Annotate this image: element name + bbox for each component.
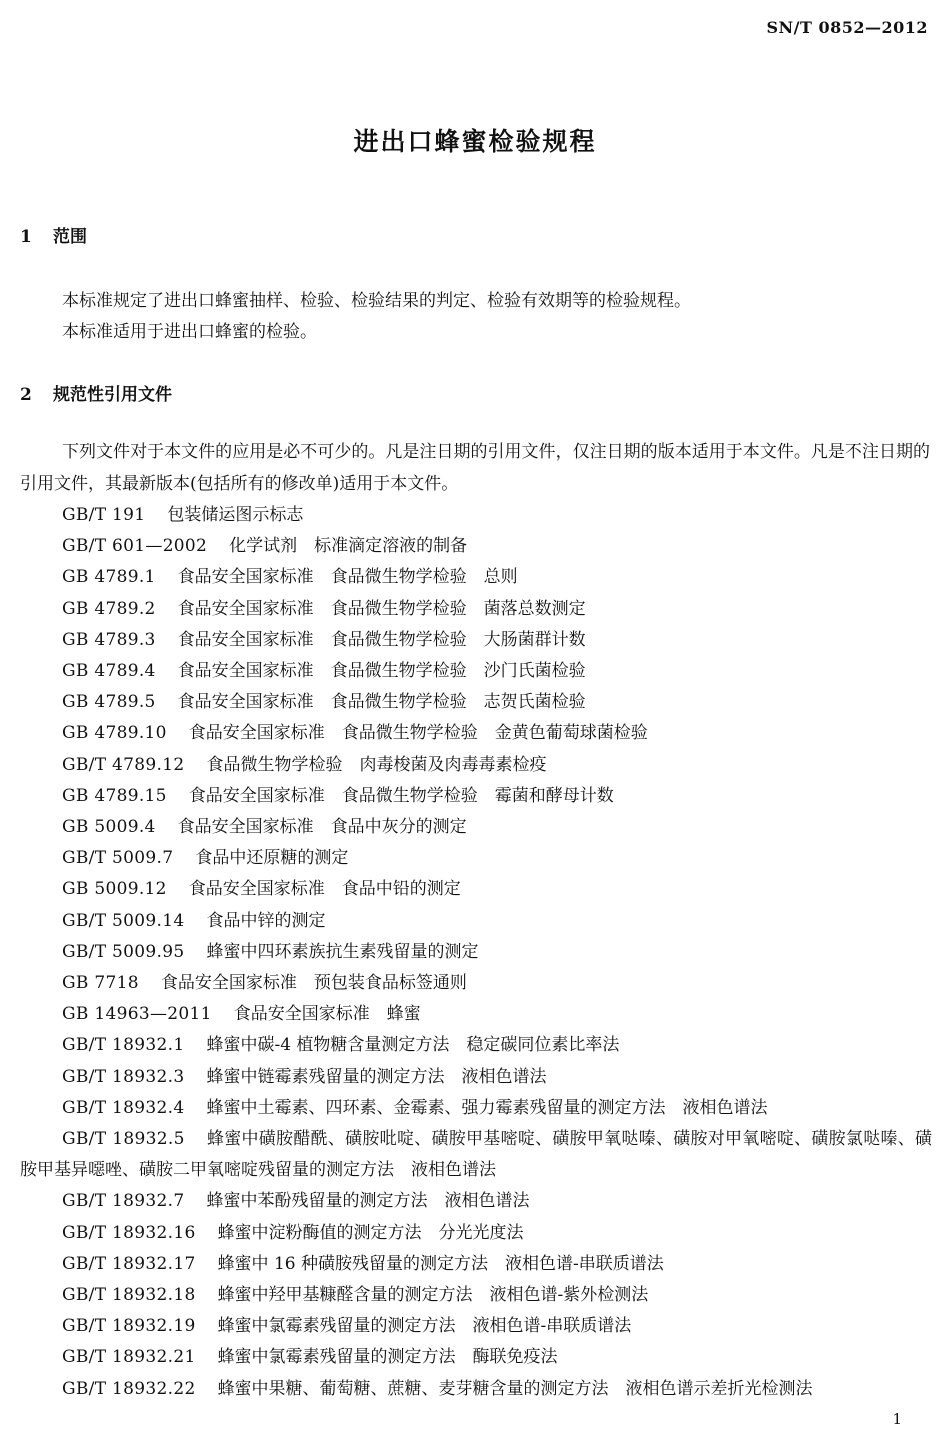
reference-title: 蜂蜜中淀粉酶值的测定方法 分光光度法 xyxy=(217,1222,524,1243)
scope-paragraph-2: 本标准适用于进出口蜂蜜的检验。 xyxy=(62,322,317,342)
scope-paragraph-1: 本标准规定了进出口蜂蜜抽样、检验、检验结果的判定、检验有效期等的检验规程。 xyxy=(62,291,691,311)
reference-code: GB 7718 xyxy=(62,973,139,994)
reference-title: 蜂蜜中羟甲基糠醛含量的测定方法 液相色谱-紫外检测法 xyxy=(217,1285,649,1306)
reference-code: GB 5009.12 xyxy=(62,879,167,900)
reference-item xyxy=(20,718,932,749)
reference-code: GB/T 601—2002 xyxy=(62,536,208,557)
reference-item xyxy=(20,1093,932,1124)
reference-item xyxy=(20,1030,932,1061)
reference-title: 化学试剂 标准滴定溶液的制备 xyxy=(229,536,468,557)
reference-title: 食品安全国家标准 食品微生物学检验 金黄色葡萄球菌检验 xyxy=(188,723,648,744)
reference-item xyxy=(20,1249,932,1280)
reference-title: 包装储运图示标志 xyxy=(167,505,304,525)
reference-item xyxy=(20,937,932,968)
reference-title: 食品中还原糖的测定 xyxy=(195,848,349,869)
reference-code: GB/T 18932.18 xyxy=(62,1285,196,1306)
reference-item xyxy=(20,1124,932,1186)
reference-title: 蜂蜜中磺胺醋酰、磺胺吡啶、磺胺甲基嘧啶、磺胺甲氧哒嗪、磺胺对甲氧嘧啶、磺胺氯哒嗪、磺胺甲基异噁唑、磺胺二甲氧嘧啶残留量的测定方法 液相色谱法 xyxy=(20,1129,932,1181)
reference-item xyxy=(20,656,932,687)
reference-item xyxy=(20,812,932,843)
reference-item xyxy=(20,781,932,812)
section-number: 2 xyxy=(20,385,32,405)
standard-code: SN/T 0852—2012 xyxy=(766,18,928,37)
reference-title: 食品安全国家标准 食品微生物学检验 总则 xyxy=(177,567,518,588)
reference-code: GB/T 18932.21 xyxy=(62,1347,196,1368)
reference-title: 蜂蜜中土霉素、四环素、金霉素、强力霉素残留量的测定方法 液相色谱法 xyxy=(206,1097,768,1118)
reference-item xyxy=(20,562,932,593)
reference-item xyxy=(20,1062,932,1093)
reference-title: 食品中锌的测定 xyxy=(206,910,326,931)
reference-item xyxy=(20,531,932,562)
section-heading-normative-references xyxy=(20,380,172,405)
reference-code: GB 4789.3 xyxy=(62,629,156,650)
section-title: 规范性引用文件 xyxy=(53,385,172,405)
section-title: 范围 xyxy=(53,227,87,247)
reference-code: GB/T 18932.16 xyxy=(62,1222,196,1243)
reference-title: 蜂蜜中 16 种磺胺残留量的测定方法 液相色谱-串联质谱法 xyxy=(217,1253,664,1274)
page-number: 1 xyxy=(892,1410,902,1428)
reference-code: GB/T 5009.14 xyxy=(62,910,185,931)
reference-title: 食品安全国家标准 食品微生物学检验 大肠菌群计数 xyxy=(177,629,586,650)
reference-title: 食品微生物学检验 肉毒梭菌及肉毒毒素检疫 xyxy=(206,754,547,775)
reference-item xyxy=(20,687,932,718)
reference-title: 食品安全国家标准 食品微生物学检验 志贺氏菌检验 xyxy=(177,692,586,713)
reference-code: GB 14963—2011 xyxy=(62,1004,212,1025)
reference-title: 蜂蜜中果糖、葡萄糖、蔗糖、麦芽糖含量的测定方法 液相色谱示差折光检测法 xyxy=(217,1378,813,1399)
reference-code: GB 4789.5 xyxy=(62,692,156,713)
reference-code: GB/T 18932.7 xyxy=(62,1191,185,1212)
reference-item xyxy=(20,999,932,1030)
reference-item xyxy=(20,1280,932,1311)
reference-item xyxy=(20,874,932,905)
reference-code: GB/T 18932.19 xyxy=(62,1316,196,1337)
reference-code: GB/T 5009.95 xyxy=(62,941,185,962)
reference-item xyxy=(20,1186,932,1217)
reference-code: GB/T 18932.5 xyxy=(62,1129,185,1150)
reference-code: GB 4789.2 xyxy=(62,598,156,619)
document-title: 进出口蜂蜜检验规程 xyxy=(353,127,597,156)
reference-title: 食品安全国家标准 食品微生物学检验 沙门氏菌检验 xyxy=(177,661,586,682)
reference-code: GB/T 18932.1 xyxy=(62,1035,185,1056)
reference-code: GB 4789.4 xyxy=(62,661,156,682)
reference-item xyxy=(20,1342,932,1373)
reference-code: GB/T 191 xyxy=(62,505,146,525)
section-number: 1 xyxy=(20,227,32,247)
reference-title: 蜂蜜中碳-4 植物糖含量测定方法 稳定碳同位素比率法 xyxy=(206,1035,620,1056)
reference-code: GB 4789.1 xyxy=(62,567,156,588)
reference-code: GB/T 18932.4 xyxy=(62,1097,185,1118)
references-intro-paragraph: 下列文件对于本文件的应用是必不可少的。凡是注日期的引用文件，仅注日期的版本适用于本文件。凡是不注日期的引用文件，其最新版本(包括所有的修改单)适用于本文件。 xyxy=(20,442,930,494)
reference-item xyxy=(20,968,932,999)
reference-item xyxy=(20,594,932,625)
reference-item xyxy=(20,750,932,781)
reference-title: 蜂蜜中氯霉素残留量的测定方法 酶联免疫法 xyxy=(217,1347,558,1368)
reference-code: GB/T 5009.7 xyxy=(62,848,174,869)
reference-title: 蜂蜜中链霉素残留量的测定方法 液相色谱法 xyxy=(206,1066,547,1087)
reference-item xyxy=(20,1218,932,1249)
reference-code: GB/T 18932.3 xyxy=(62,1066,185,1087)
reference-title: 食品安全国家标准 食品中灰分的测定 xyxy=(177,817,467,838)
reference-item xyxy=(20,625,932,656)
reference-title: 食品安全国家标准 食品中铅的测定 xyxy=(188,879,461,900)
reference-code: GB 4789.15 xyxy=(62,785,167,806)
reference-title: 食品安全国家标准 食品微生物学检验 菌落总数测定 xyxy=(177,598,586,619)
reference-title: 食品安全国家标准 食品微生物学检验 霉菌和酵母计数 xyxy=(188,785,614,806)
reference-title: 食品安全国家标准 预包装食品标签通则 xyxy=(160,973,467,994)
reference-code: GB/T 4789.12 xyxy=(62,754,185,775)
reference-code: GB/T 18932.22 xyxy=(62,1378,196,1399)
reference-item xyxy=(20,843,932,874)
reference-item xyxy=(20,906,932,937)
reference-item xyxy=(20,1374,932,1405)
reference-title: 蜂蜜中苯酚残留量的测定方法 液相色谱法 xyxy=(206,1191,530,1212)
reference-title: 食品安全国家标准 蜂蜜 xyxy=(233,1004,421,1025)
section-heading-scope xyxy=(20,222,87,247)
reference-code: GB/T 18932.17 xyxy=(62,1253,196,1274)
reference-code: GB 4789.10 xyxy=(62,723,167,744)
reference-item xyxy=(20,500,932,531)
reference-code: GB 5009.4 xyxy=(62,817,156,838)
reference-title: 蜂蜜中氯霉素残留量的测定方法 液相色谱-串联质谱法 xyxy=(217,1316,632,1337)
reference-list xyxy=(20,500,932,1405)
reference-title: 蜂蜜中四环素族抗生素残留量的测定 xyxy=(206,941,479,962)
reference-item xyxy=(20,1311,932,1342)
